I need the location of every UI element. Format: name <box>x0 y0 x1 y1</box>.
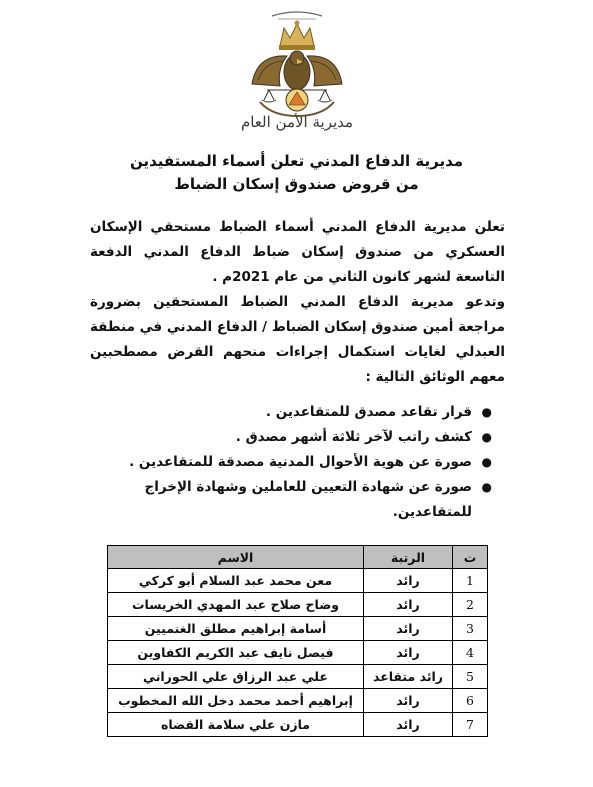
table-row <box>108 641 488 665</box>
row-number: 4 <box>453 641 488 665</box>
bullet-icon: ● <box>481 480 492 494</box>
row-rank: رائد <box>364 569 453 593</box>
document-item-text: صورة عن هوية الأحوال المدنية مصدقة للمتقاعدين . <box>129 454 472 470</box>
list-item <box>93 475 498 525</box>
column-header-number: ت <box>453 546 488 569</box>
row-number: 1 <box>453 569 488 593</box>
row-rank: رائد <box>364 617 453 641</box>
row-number: 3 <box>453 617 488 641</box>
required-documents-list <box>93 400 498 525</box>
row-rank: رائد متقاعد <box>364 665 453 689</box>
row-number: 5 <box>453 665 488 689</box>
table-row <box>108 569 488 593</box>
row-number: 7 <box>453 713 488 737</box>
row-name: أسامة إبراهيم مطلق الغنميين <box>108 617 364 641</box>
column-header-name: الاسم <box>108 546 364 569</box>
list-item <box>93 450 498 475</box>
row-rank: رائد <box>364 593 453 617</box>
row-number: 6 <box>453 689 488 713</box>
list-item <box>93 400 498 425</box>
table-row <box>108 713 488 737</box>
table-header-row <box>108 546 488 569</box>
row-name: وضاح صلاح عبد المهدي الخريسات <box>108 593 364 617</box>
row-name: إبراهيم أحمد محمد دخل الله المخطوب <box>108 689 364 713</box>
crown-icon <box>279 21 315 51</box>
instructions-paragraph: وتدعو مديرية الدفاع المدني الضباط المستحقين بضرورة مراجعة أمين صندوق إسكان الضباط / الدفاع المدني في منطقة العبدلي لغايات استكمال إجراءات منحهم القرض مصطحبين معهم الوثائق التالية : <box>90 294 505 385</box>
table-row <box>108 665 488 689</box>
row-name: معن محمد عبد السلام أبو كركي <box>108 569 364 593</box>
table-row <box>108 617 488 641</box>
list-item <box>93 425 498 450</box>
row-name: مازن علي سلامة القضاه <box>108 713 364 737</box>
page-title: مديرية الدفاع المدني تعلن أسماء المستفيدين <box>129 152 464 170</box>
bullet-icon: ● <box>481 405 492 419</box>
row-rank: رائد <box>364 641 453 665</box>
document-item-text: كشف راتب لآخر ثلاثة أشهر مصدق . <box>235 429 472 445</box>
bullet-icon: ● <box>481 430 492 444</box>
row-name: علي عبد الرزاق علي الحوراني <box>108 665 364 689</box>
document-item-text: قرار تقاعد مصدق للمتقاعدين . <box>265 404 472 420</box>
eagle-icon <box>252 51 342 90</box>
civil-defense-badge-icon <box>286 89 308 111</box>
beneficiaries-table <box>107 545 488 737</box>
emblem-caption: مديرية الأمن العام <box>240 113 354 131</box>
bullet-icon: ● <box>481 455 492 469</box>
announcement-paragraph: تعلن مديرية الدفاع المدني أسماء الضباط مستحقي الإسكان العسكري من صندوق إسكان ضباط الدفاع المدني الدفعة التاسعة لشهر كانون الثاني من عام 2021م . <box>90 219 505 285</box>
page-subtitle: من قروض صندوق إسكان الضباط <box>174 175 419 193</box>
column-header-rank: الرتبة <box>364 546 453 569</box>
row-number: 2 <box>453 593 488 617</box>
table-row <box>108 689 488 713</box>
row-name: فيصل نايف عبد الكريم الكفاوين <box>108 641 364 665</box>
table-row <box>108 593 488 617</box>
row-rank: رائد <box>364 689 453 713</box>
document-item-text: صورة عن شهادة التعيين للعاملين وشهادة الإخراج للمتقاعدين. <box>144 479 472 520</box>
row-rank: رائد <box>364 713 453 737</box>
